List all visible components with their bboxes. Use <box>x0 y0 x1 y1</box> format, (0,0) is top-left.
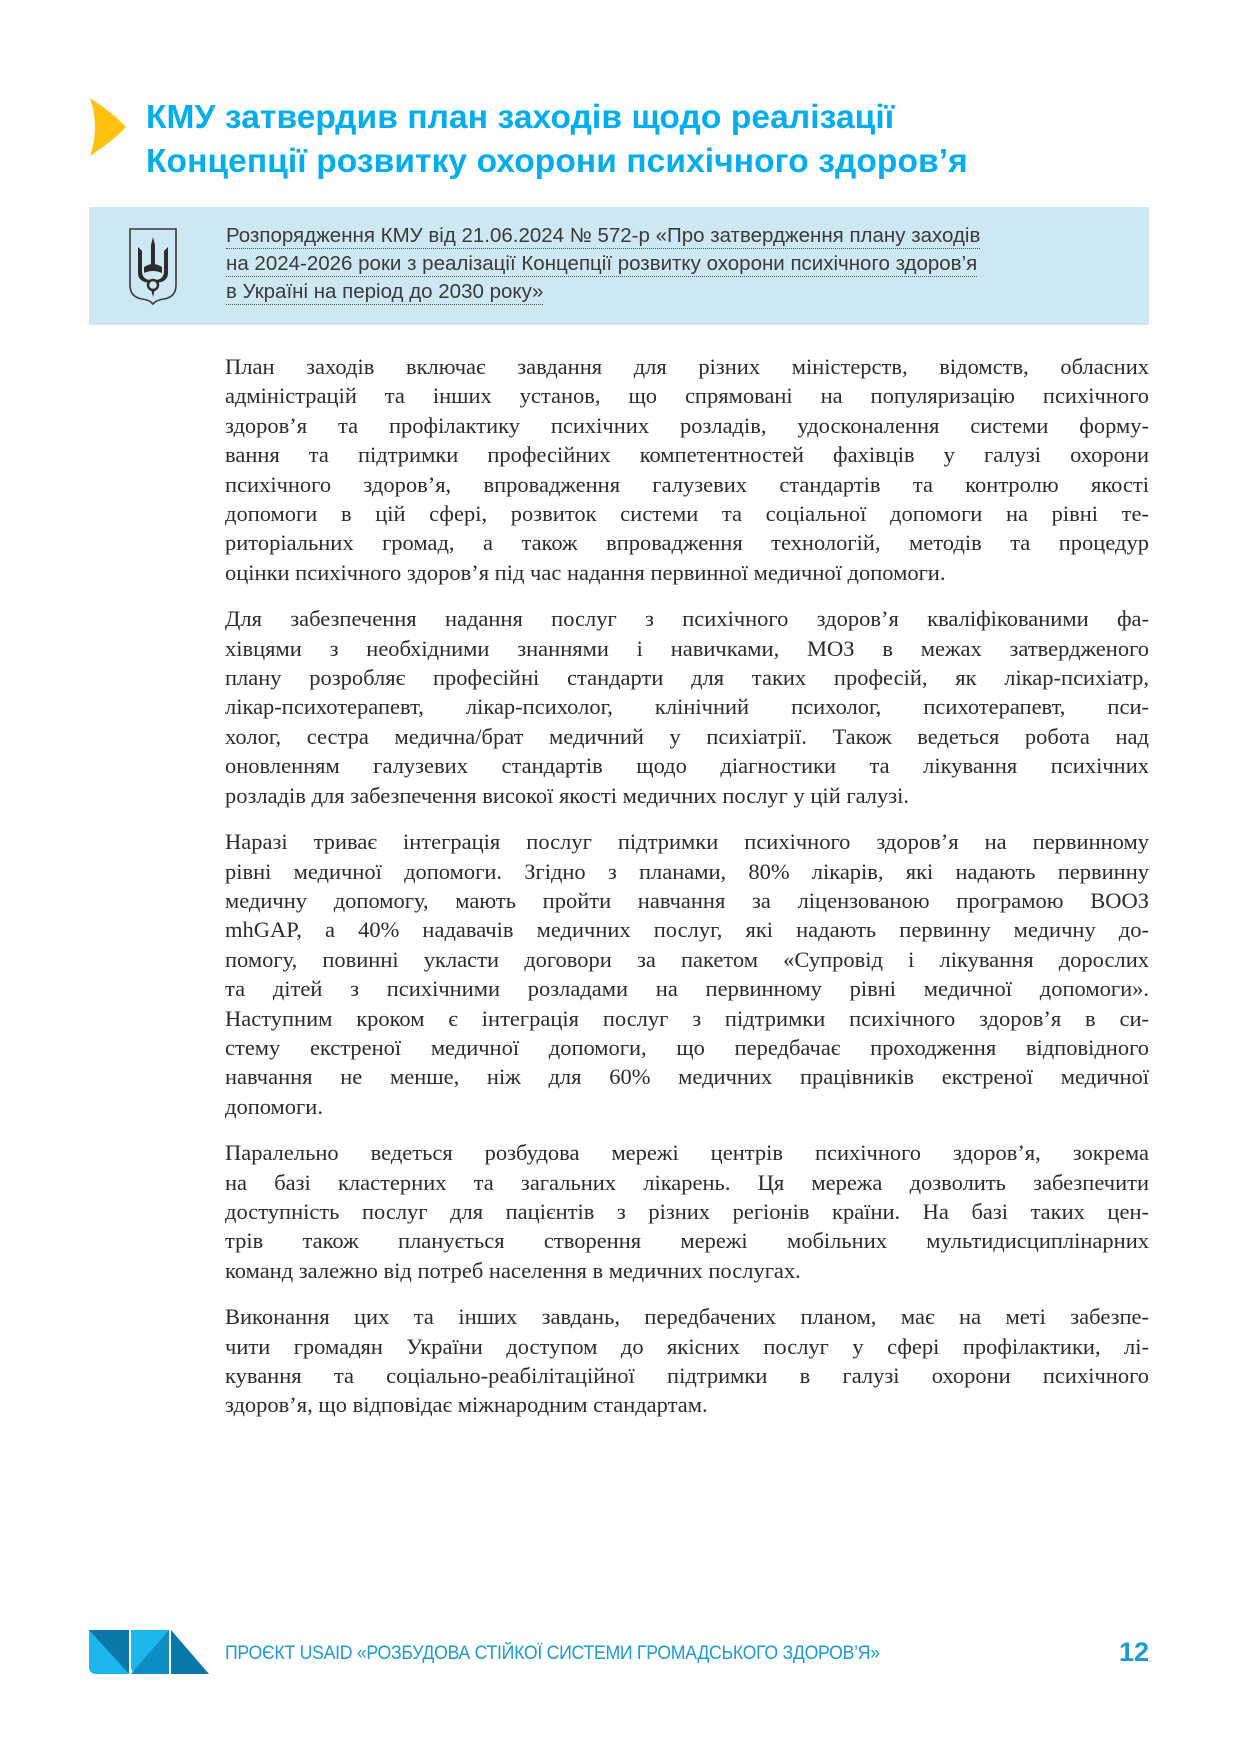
text-line: здоров’я та профілактику психічних розладів, удосконалення системи форму- <box>225 412 1149 438</box>
text-line: на базі кластерних та загальних лікарень. Ця мережа дозволить забезпечити <box>225 1169 1149 1195</box>
text-line: плану розробляє професійні стандарти для таких професій, як лікар-психіатр, <box>225 665 1149 691</box>
text-line: чити громадян України доступом до якісних послуг у сфері профілактики, лі- <box>225 1333 1149 1359</box>
article-body <box>225 352 1149 1437</box>
text-line: Виконання цих та інших завдань, передбачених планом, має на меті забезпе- <box>225 1304 1149 1330</box>
text-line: риторіальних громад, а також впровадження технологій, методів та процедур <box>225 530 1149 556</box>
page-number: 12 <box>1118 1637 1149 1667</box>
page-title <box>146 96 968 184</box>
text-line: рівні медичної допомоги. Згідно з планами, 80% лікарів, які надають первинну <box>225 858 1149 884</box>
page-footer <box>89 1630 1149 1680</box>
text-line: та дітей з психічними розладами на первинному рівні медичної допомоги». <box>225 976 1149 1002</box>
text-line: адміністрацій та інших установ, що спрямовані на популяризацію психічного <box>225 383 1149 409</box>
text-line: кування та соціально-реабілітаційної підтримки в галузі охорони психічного <box>225 1363 1149 1388</box>
paragraph-professional-standards <box>225 604 1149 810</box>
text-line: стему екстреної медичної допомоги, що передбачає проходження відповідного <box>225 1034 1149 1060</box>
reference-box <box>89 207 1149 325</box>
paragraph-centers-network <box>225 1138 1149 1285</box>
usaid-project-logo <box>89 1630 209 1674</box>
text-line: допомоги. <box>225 1093 323 1119</box>
text-line: допомоги в цій сфері, розвиток системи та соціальної допомоги на рівні те- <box>225 501 1149 527</box>
text-line: Паралельно ведеться розбудова мережі центрів психічного здоров’я, зокрема <box>225 1140 1149 1166</box>
text-line: лікар-психотерапевт, лікар-психолог, клінічний психолог, психотерапевт, пси- <box>225 694 1149 720</box>
decree-link-line[interactable]: в Україні на період до 2030 року» <box>226 280 544 303</box>
paragraph-primary-care-integration <box>225 827 1149 1121</box>
paragraph-conclusion <box>225 1302 1149 1420</box>
project-name: ПРОЄКТ USAID «РОЗБУДОВА СТІЙКОЇ СИСТЕМИ ГРОМАДСЬКОГО ЗДОРОВ’Я» <box>225 1643 880 1664</box>
text-line: помогу, повинні укласти договори за пакетом «Супровід і лікування дорослих <box>225 946 1149 972</box>
text-line: вання та підтримки професійних компетентностей фахівців у галузі охорони <box>225 442 1149 468</box>
title-line: Концепції розвитку охорони психічного здоров’я <box>146 143 968 180</box>
text-line: команд залежно від потреб населення в медичних послугах. <box>225 1257 801 1283</box>
text-line: психічного здоров’я, впровадження галузевих стандартів та контролю якості <box>225 471 1149 497</box>
text-line: mhGAP, а 40% надавачів медичних послуг, які надають первинну медичну до- <box>225 917 1149 943</box>
text-line: оцінки психічного здоров’я під час надання первинної медичної допомоги. <box>225 559 946 585</box>
decree-link-line[interactable]: Розпорядження КМУ від 21.06.2024 № 572-р «Про затвердження плану заходів <box>226 224 981 247</box>
text-line: доступність послуг для пацієнтів з різних регіонів країни. На базі таких цен- <box>225 1198 1149 1224</box>
text-line: Наступним кроком є інтеграція послуг з підтримки психічного здоров’я в си- <box>225 1005 1149 1031</box>
paragraph-plan-overview <box>225 352 1149 587</box>
coat-of-arms-icon <box>128 227 178 305</box>
decree-link-line[interactable]: на 2024-2026 роки з реалізації Концепції розвитку охорони психічного здоров’я <box>226 252 978 275</box>
text-line: холог, сестра медична/брат медичний у психіатрії. Також ведеться робота над <box>225 723 1149 749</box>
text-line: Для забезпечення надання послуг з психічного здоров’я кваліфікованими фа- <box>225 606 1149 632</box>
text-line: навчання не менше, ніж для 60% медичних працівників екстреної медичної <box>225 1064 1149 1090</box>
text-line: Наразі триває інтеграція послуг підтримки психічного здоров’я на первинному <box>225 829 1149 855</box>
text-line: оновленням галузевих стандартів щодо діагностики та лікування психічних <box>225 753 1149 779</box>
text-line: розладів для забезпечення високої якості медичних послуг у цій галузі. <box>225 782 910 808</box>
text-line: медичну допомогу, мають пройти навчання за ліцензованою програмою ВООЗ <box>225 887 1149 913</box>
text-line: План заходів включає завдання для різних міністерств, відомств, обласних <box>225 354 1149 379</box>
decree-link[interactable] <box>226 223 1106 307</box>
text-line: здоров’я, що відповідає міжнародним стандартам. <box>225 1392 708 1418</box>
chevron-right-icon <box>88 96 128 158</box>
title-line: КМУ затвердив план заходів щодо реалізації <box>146 99 895 136</box>
text-line: хівцями з необхідними знаннями і навичками, МОЗ в межах затвердженого <box>225 635 1149 661</box>
text-line: трів також планується створення мережі мобільних мультидисциплінарних <box>225 1228 1149 1254</box>
